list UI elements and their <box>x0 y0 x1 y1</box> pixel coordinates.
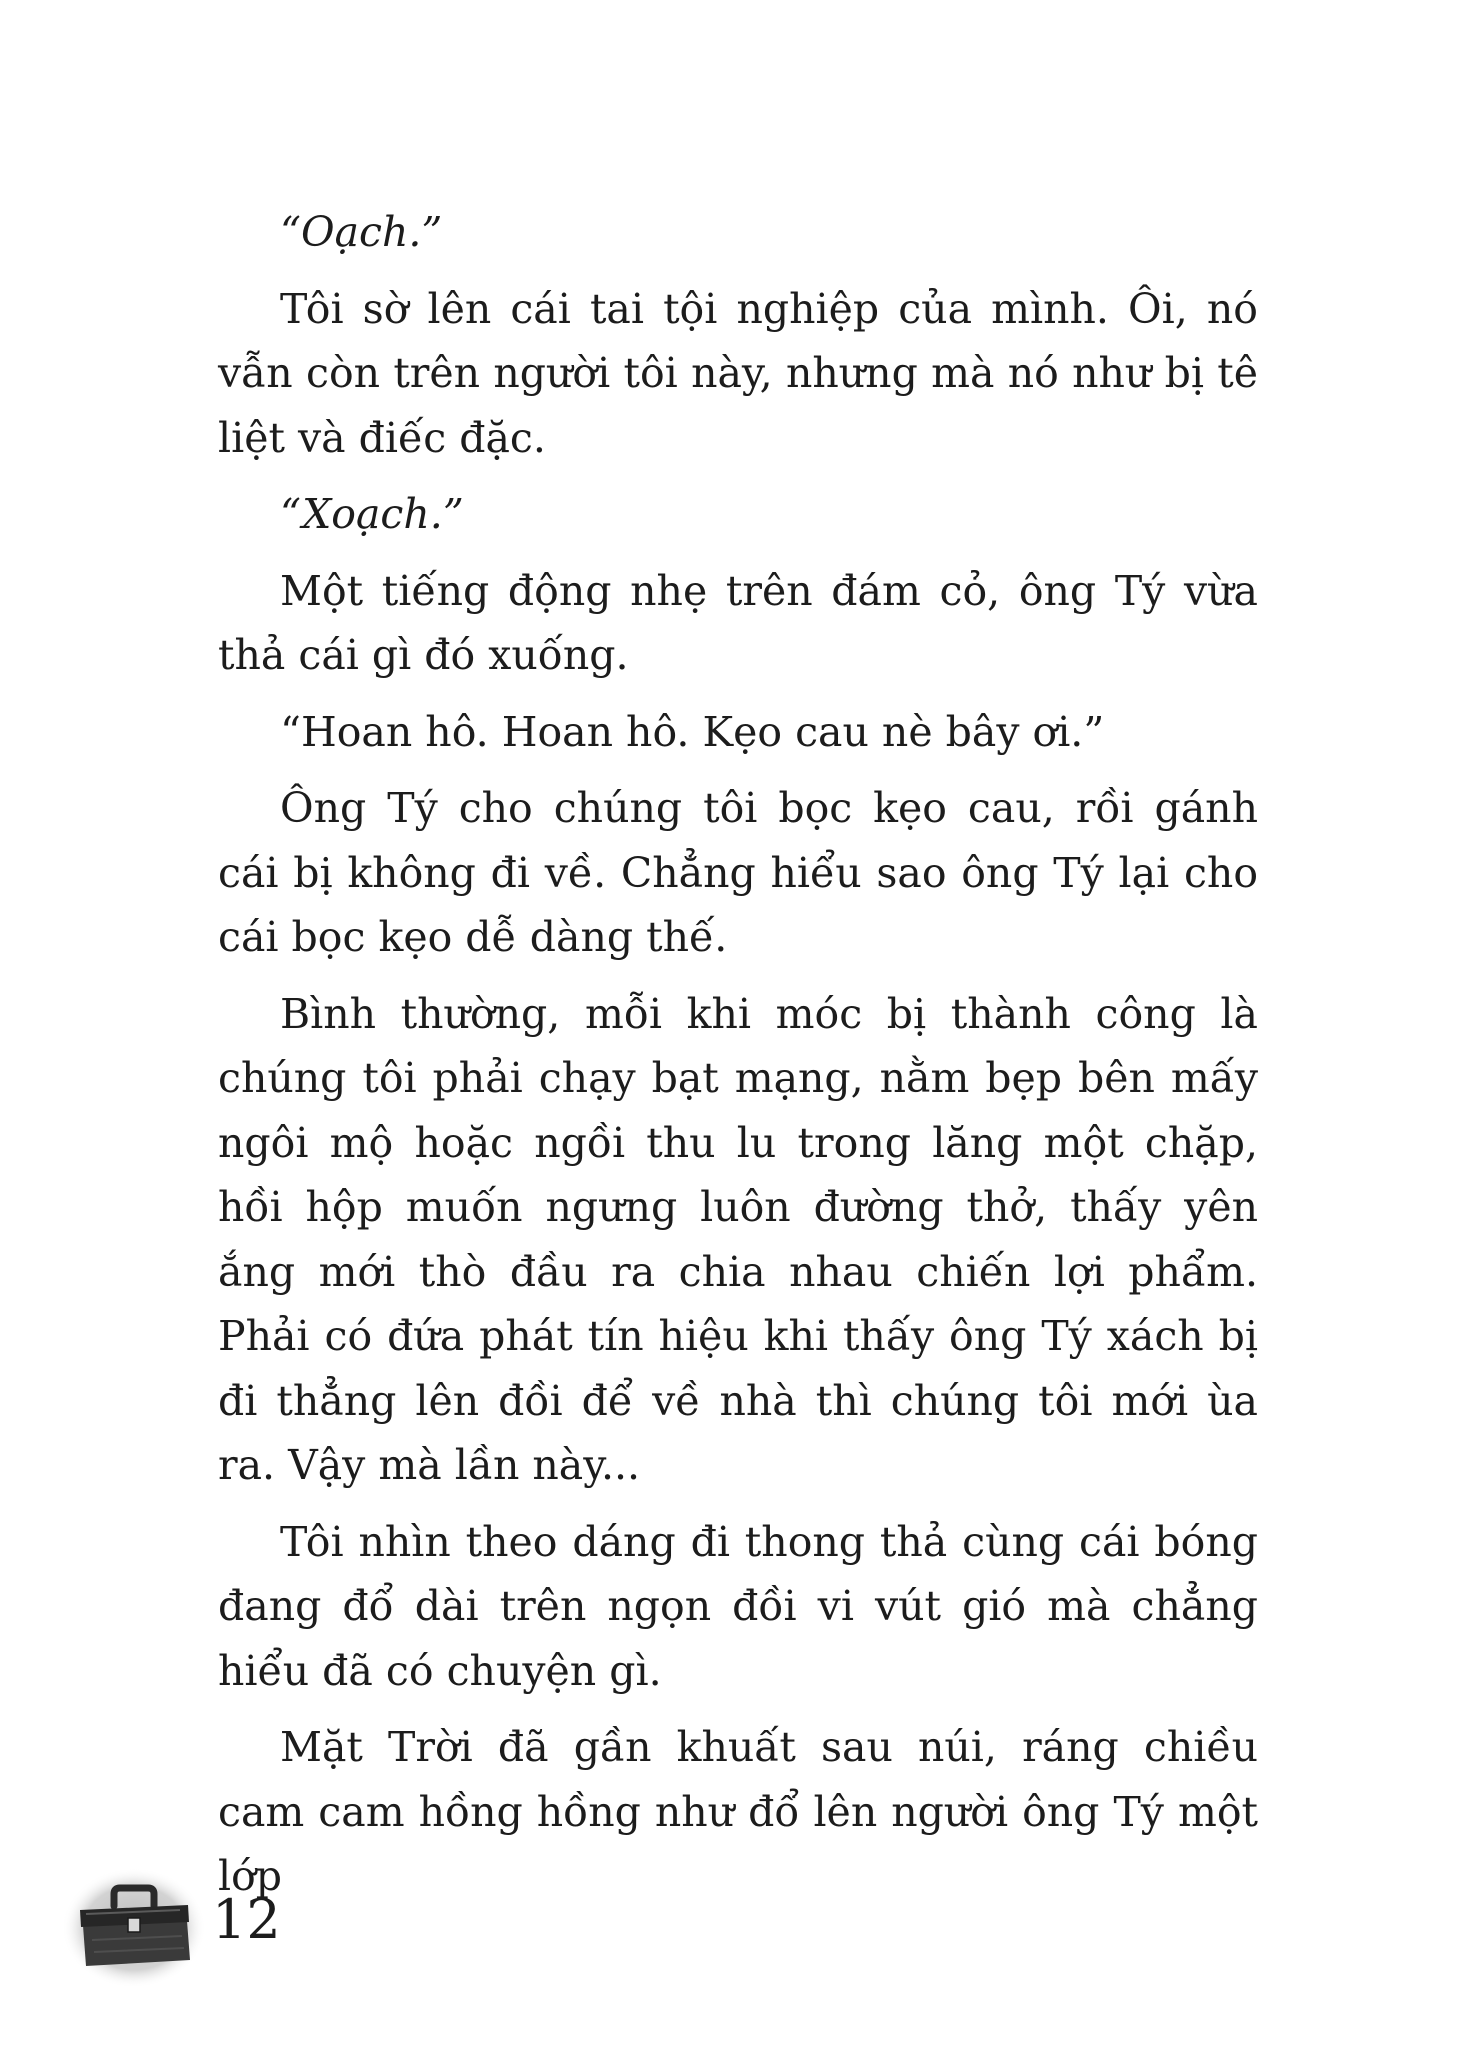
body-text <box>218 200 1258 1921</box>
toolbox-icon <box>62 1860 212 1990</box>
page-number: 12 <box>212 1888 281 1951</box>
page-footer <box>62 1860 362 1990</box>
paragraph: “Xoạch.” <box>280 490 464 538</box>
paragraph: “Hoan hô. Hoan hô. Kẹo cau nè bây ơi.” <box>280 707 1105 756</box>
paragraph: Tôi nhìn theo dáng đi thong thả cùng cái bóng đang đổ dài trên ngọn đồi vi vút gió mà chẳng hiểu đã có chuyện gì. <box>218 1517 1258 1695</box>
paragraph: “Oạch.” <box>280 208 443 256</box>
paragraph: Tôi sờ lên cái tai tội nghiệp của mình. Ôi, nó vẫn còn trên người tôi này, nhưng mà nó như bị tê liệt và điếc đặc. <box>218 284 1258 462</box>
paragraph: Bình thường, mỗi khi móc bị thành công là chúng tôi phải chạy bạt mạng, nằm bẹp bên mấy ngôi mộ hoặc ngồi thu lu trong lăng một chặp, hồi hộp muốn ngưng luôn đường thở, thấy yên ắng mới thò đầu ra chia nhau chiến lợi phẩm. Phải có đứa phát tín hiệu khi thấy ông Tý xách bị đi thẳng lên đồi để về nhà thì chúng tôi mới ùa ra. Vậy mà lần này... <box>218 989 1258 1489</box>
paragraph: Mặt Trời đã gần khuất sau núi, ráng chiều cam cam hồng hồng như đổ lên người ông Tý một lớp <box>218 1723 1258 1900</box>
paragraph: Một tiếng động nhẹ trên đám cỏ, ông Tý vừa thả cái gì đó xuống. <box>218 566 1258 679</box>
paragraph: Ông Tý cho chúng tôi bọc kẹo cau, rồi gánh cái bị không đi về. Chẳng hiểu sao ông Tý lại cho cái bọc kẹo dễ dàng thế. <box>218 784 1258 961</box>
